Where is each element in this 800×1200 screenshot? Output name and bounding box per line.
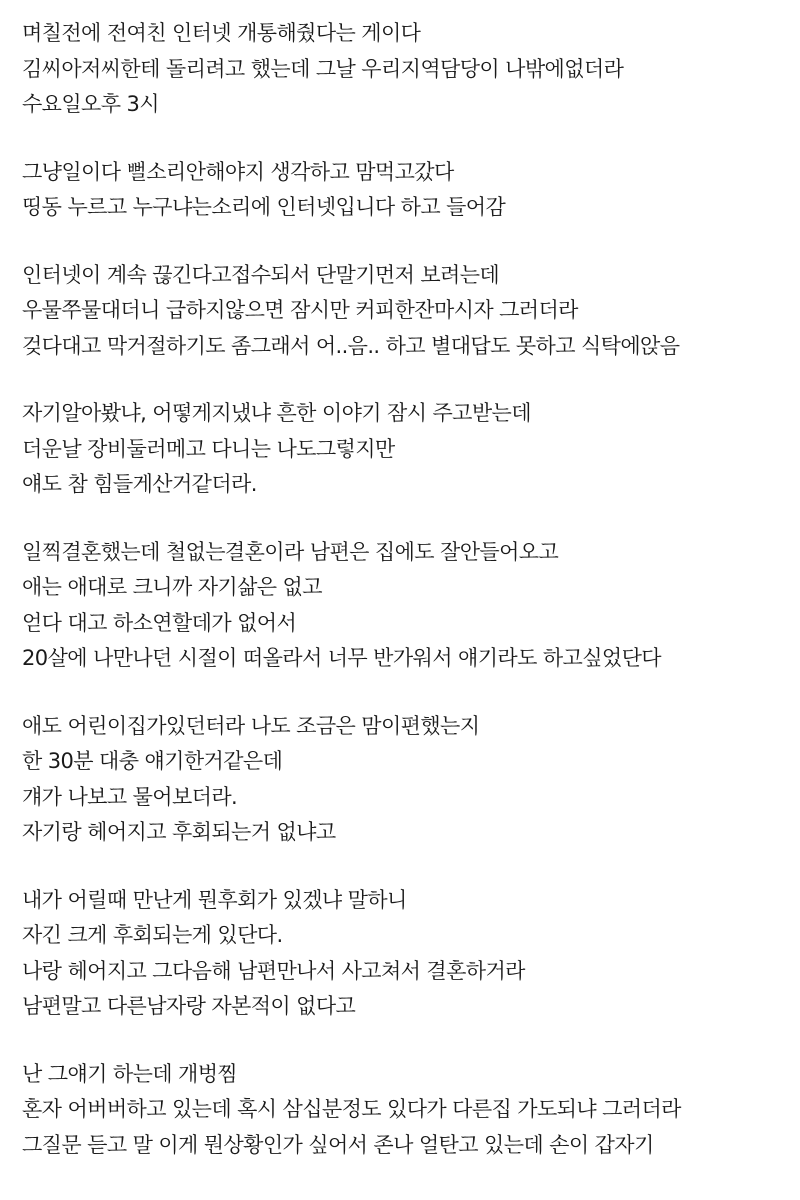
text-line: 인터넷이 계속 끊긴다고접수되서 단말기먼저 보려는데 (22, 262, 500, 287)
post-body (22, 16, 790, 1195)
text-line: 혼자 어버버하고 있는데 혹시 삼십분정도 있다가 다른집 가도되냐 그러더라 (22, 1097, 681, 1121)
paragraph (22, 883, 790, 1025)
text-line: 나랑 헤어지고 그다음해 남편만나서 사고쳐서 결혼하거라 (22, 958, 525, 983)
text-line: 김씨아저씨한테 돌리려고 했는데 그날 우리지역담당이 나밖에없더라 (22, 56, 624, 81)
text-line: 수요일오후 3시 (22, 92, 159, 116)
paragraph (22, 258, 790, 365)
text-line: 자긴 크게 후회되는게 있단다. (22, 923, 283, 947)
text-line: 한 30분 대충 얘기한거같은데 (22, 749, 283, 773)
text-line: 얘도 참 힘들게산거같더라. (22, 472, 257, 496)
paragraph (22, 16, 790, 123)
paragraph (22, 535, 790, 677)
text-line: 난 그얘기 하는데 개벙찜 (22, 1061, 238, 1086)
text-line: 더운날 장비둘러메고 다니는 나도그렇지만 (22, 436, 395, 461)
text-line: 남편말고 다른남자랑 자본적이 없다고 (22, 994, 356, 1018)
text-line: 얻다 대고 하소연할데가 없어서 (22, 610, 297, 635)
text-line: 그질문 듣고 말 이게 뭔상황인가 싶어서 존나 얼탄고 있는데 손이 갑자기 (22, 1132, 654, 1157)
text-line: 띵동 누르고 누구냐는소리에 인터넷입니다 하고 들어감 (22, 195, 506, 219)
text-line: 일찍결혼했는데 철없는결혼이라 남편은 집에도 잘안들어오고 (22, 539, 559, 564)
text-line: 그냥일이다 뻘소리안해야지 생각하고 맘먹고갔다 (22, 159, 454, 184)
text-line: 20살에 나만나던 시절이 떠올라서 너무 반가워서 얘기라도 하고싶었단다 (22, 646, 661, 670)
text-line: 내가 어릴때 만난게 뭔후회가 있겠냐 말하니 (22, 887, 407, 912)
text-line: 우물쭈물대더니 급하지않으면 잠시만 커피한잔마시자 그러더라 (22, 298, 578, 322)
text-line: 걔가 나보고 물어보더라. (22, 784, 238, 809)
text-line: 애는 애대로 크니까 자기삶은 없고 (22, 575, 322, 599)
text-line: 애도 어린이집가있던터라 나도 조금은 맘이편했는지 (22, 713, 480, 738)
paragraph (22, 709, 790, 851)
text-line: 겆다대고 막거절하기도 좀그래서 어..음.. 하고 별대답도 못하고 식탁에앉음 (22, 333, 680, 358)
text-line: 며칠전에 전여친 인터넷 개통해줬다는 게이다 (22, 21, 421, 45)
paragraph (22, 155, 790, 226)
paragraph (22, 396, 790, 503)
text-line: 자기랑 헤어지고 후회되는거 없냐고 (22, 820, 336, 844)
text-line: 자기알아봤냐, 어떻게지냈냐 흔한 이야기 잠시 주고받는데 (22, 401, 531, 425)
paragraph (22, 1057, 790, 1164)
